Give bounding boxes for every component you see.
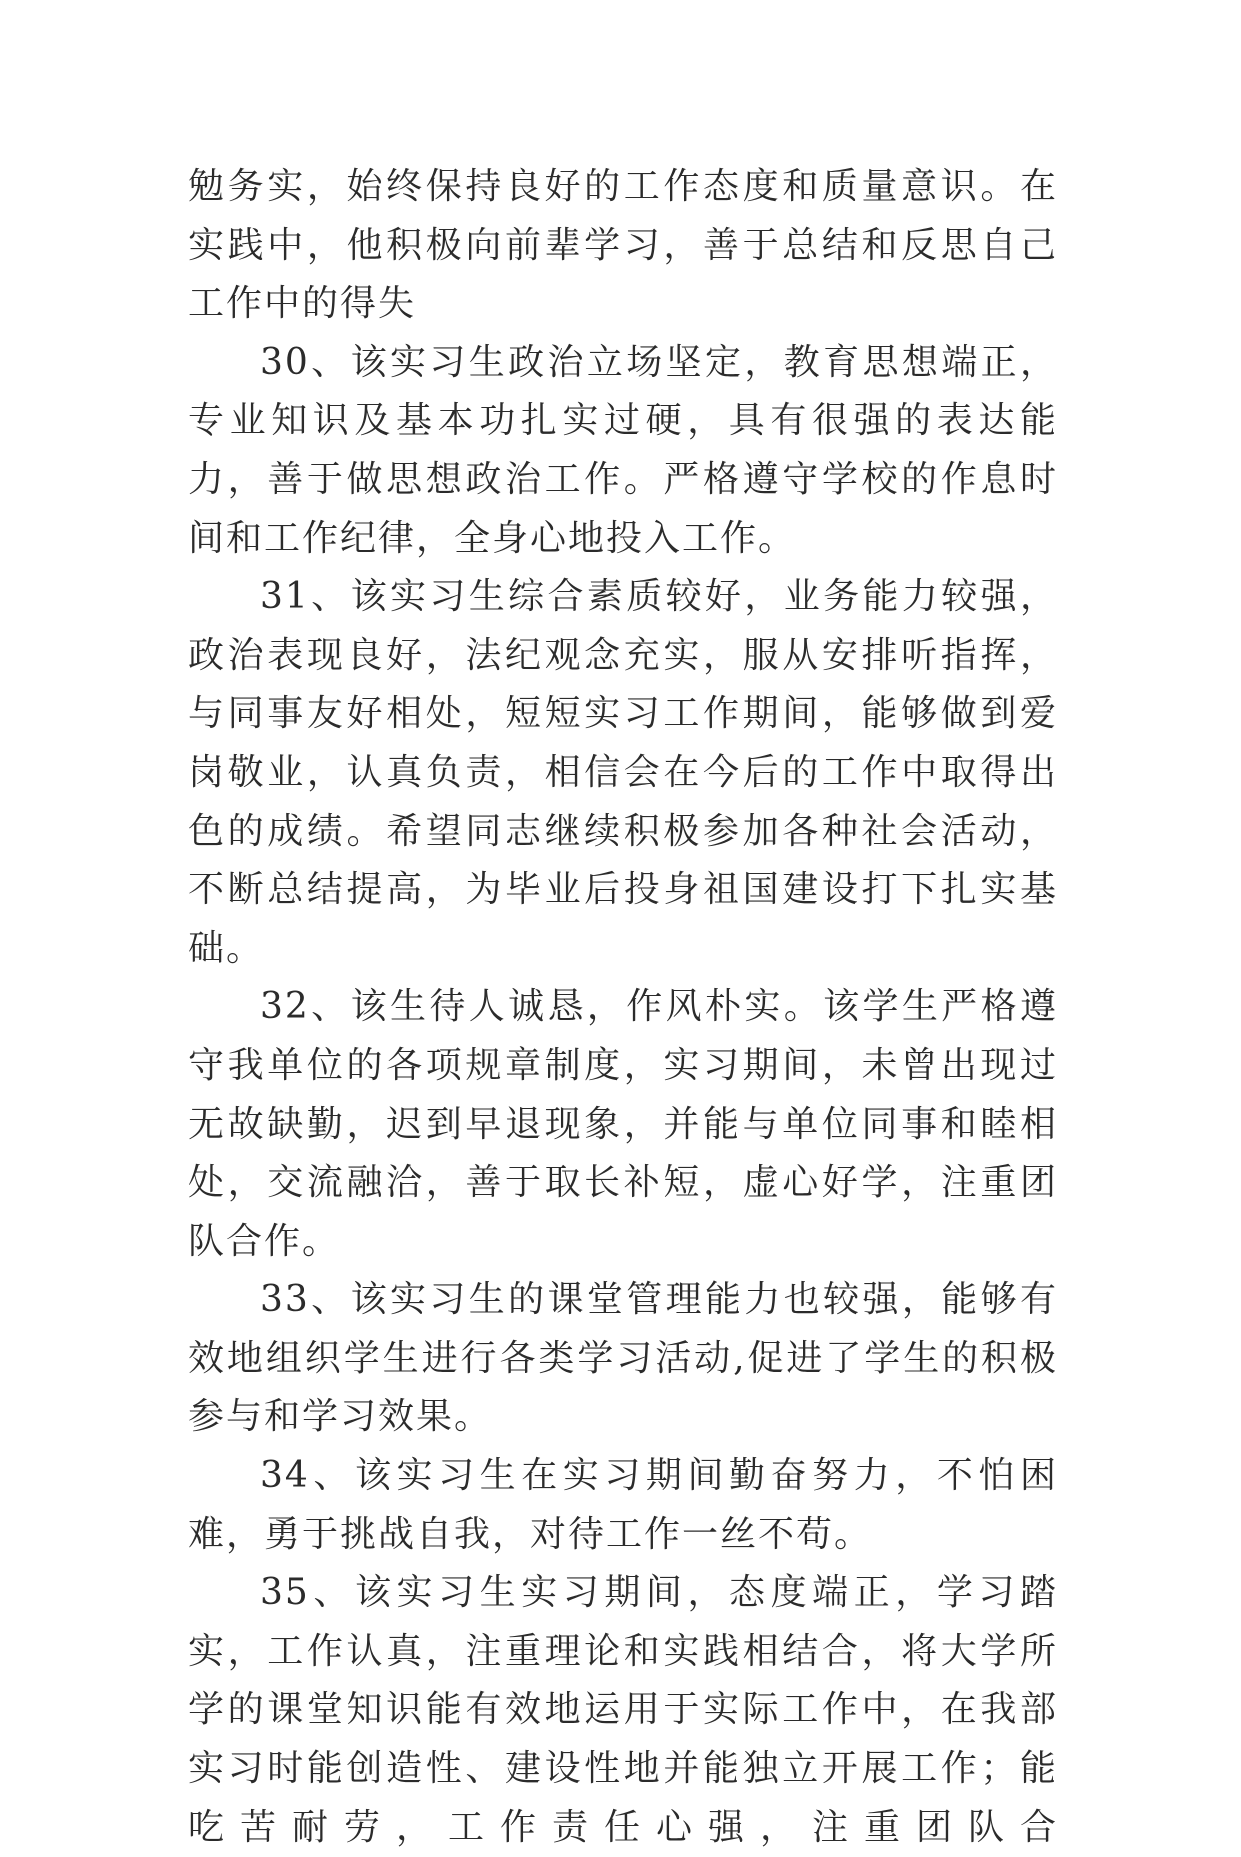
- paragraph-continuation: 勉务实，始终保持良好的工作态度和质量意识。在实践中，他积极向前辈学习，善于总结和反思自己工作中的得失: [188, 166, 1058, 325]
- paragraph-32: 32、该生待人诚恳，作风朴实。该学生严格遵守我单位的各项规章制度，实习期间，未曾出现过无故缺勤，迟到早退现象，并能与单位同事和睦相处，交流融洽，善于取长补短，虚心好学，注重团队合作。: [188, 986, 1058, 1262]
- paragraph-35: 35、该实习生实习期间，态度端正，学习踏实，工作认真，注重理论和实践相结合，将大学所学的课堂知识能有效地运用于实际工作中，在我部实习时能创造性、建设性地并能独立开展工作；能吃苦耐劳，工作责任心强，注重团队合: [188, 1572, 1058, 1848]
- document-body: [188, 158, 1058, 1857]
- paragraph-33: 33、该实习生的课堂管理能力也较强，能够有效地组织学生进行各类学习活动,促进了学生的积极参与和学习效果。: [188, 1279, 1058, 1438]
- paragraph-31: 31、该实习生综合素质较好，业务能力较强，政治表现良好，法纪观念充实，服从安排听指挥，与同事友好相处，短短实习工作期间，能够做到爱岗敬业，认真负责，相信会在今后的工作中取得出色的成绩。希望同志继续积极参加各种社会活动，不断总结提高，为毕业后投身祖国建设打下扎实基础。: [188, 576, 1058, 969]
- paragraph-34: 34、该实习生在实习期间勤奋努力，不怕困难，勇于挑战自我，对待工作一丝不苟。: [188, 1455, 1058, 1555]
- paragraph-30: 30、该实习生政治立场坚定，教育思想端正，专业知识及基本功扎实过硬，具有很强的表达能力，善于做思想政治工作。严格遵守学校的作息时间和工作纪律，全身心地投入工作。: [188, 341, 1058, 559]
